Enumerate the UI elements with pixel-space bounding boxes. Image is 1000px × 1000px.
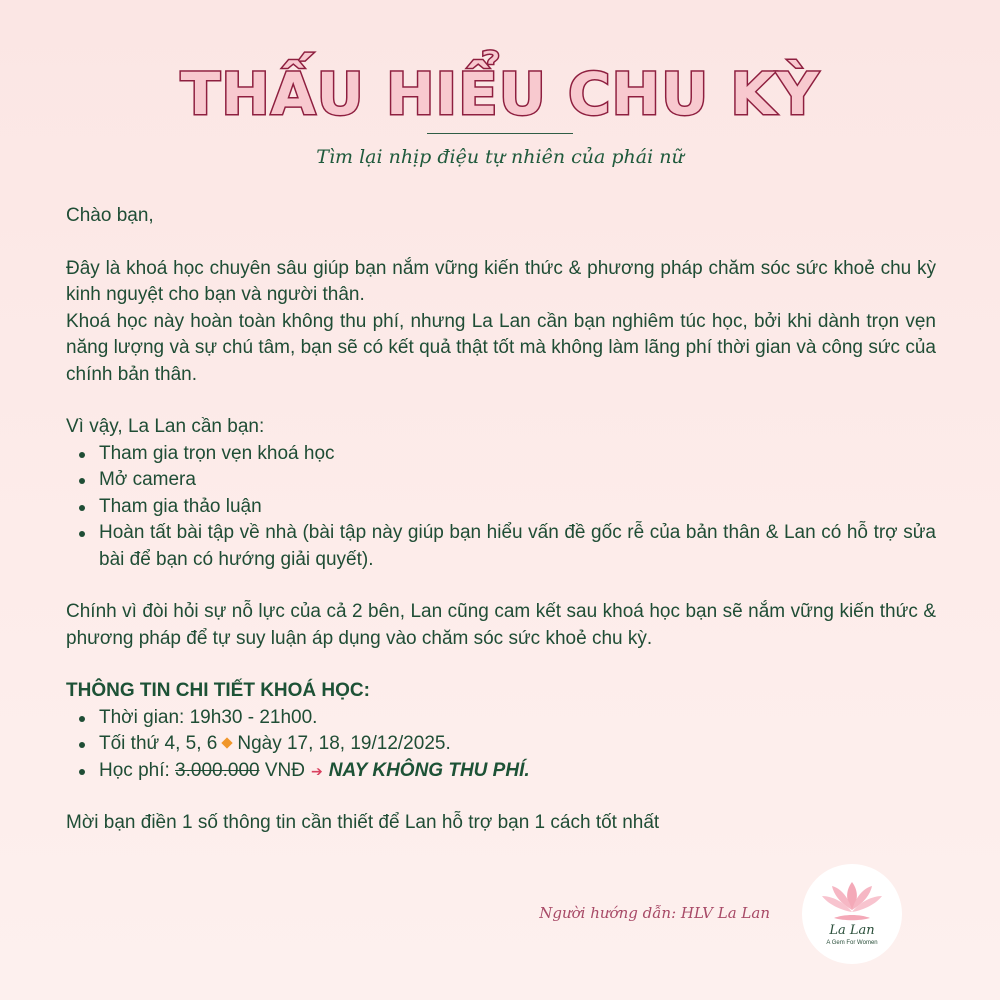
closing-line: Mời bạn điền 1 số thông tin cần thiết để Lan hỗ trợ bạn 1 cách tốt nhất — [66, 812, 660, 833]
detail-schedule: Tối thứ 4, 5, 6 Ngày 17, 18, 19/12/2025. — [66, 731, 936, 758]
details-heading: THÔNG TIN CHI TIẾT KHOÁ HỌC: — [66, 680, 370, 701]
bullet-icon — [79, 505, 85, 511]
intro-paragraph-1: Đây là khoá học chuyên sâu giúp bạn nắm vững kiến thức & phương pháp chăm sóc sức khoẻ chu kỳ kinh nguyệt cho bạn và người thân. — [66, 257, 936, 305]
bullet-icon — [79, 452, 85, 458]
details-list — [66, 705, 936, 785]
page-subtitle: Tìm lại nhịp điệu tự nhiên của phái nữ — [316, 146, 684, 168]
instructor-signature: Người hướng dẫn: HLV La Lan — [539, 904, 770, 922]
requirements-intro: Vì vậy, La Lan cần bạn: — [66, 416, 265, 437]
letter-body — [66, 203, 936, 837]
lotus-flower-icon — [820, 878, 884, 924]
bullet-icon — [79, 531, 85, 537]
old-price: 3.000.000 — [175, 759, 260, 781]
brand-logo — [802, 864, 902, 964]
bullet-icon — [79, 478, 85, 484]
list-item: Tham gia thảo luận — [66, 494, 936, 521]
list-item: Tham gia trọn vẹn khoá học — [66, 441, 936, 468]
free-label: NAY KHÔNG THU PHÍ. — [328, 759, 530, 781]
diamond-icon — [222, 737, 233, 748]
bullet-icon — [79, 769, 85, 775]
logo-name: La Lan — [829, 923, 875, 938]
logo-tagline: A Gem For Women — [826, 940, 878, 946]
arrow-right-icon: ➔ — [310, 762, 323, 779]
bullet-icon — [79, 716, 85, 722]
detail-fee: Học phí: 3.000.000 VNĐ ➔ NAY KHÔNG THU PHÍ. — [66, 758, 936, 785]
commitment-paragraph: Chính vì đòi hỏi sự nỗ lực của cả 2 bên, Lan cũng cam kết sau khoá học bạn sẽ nắm vững kiến thức & phương pháp để tự suy luận áp dụng vào chăm sóc sức khoẻ chu kỳ. — [66, 601, 936, 649]
greeting: Chào bạn, — [66, 205, 154, 226]
title-divider — [427, 133, 573, 134]
page-title: THẤU HIỂU CHU KỲ — [180, 60, 820, 128]
intro-paragraph-2: Khoá học này hoàn toàn không thu phí, nhưng La Lan cần bạn nghiêm túc học, bởi khi dành trọn vẹn năng lượng và sự chú tâm, bạn sẽ có kết quả thật tốt mà không làm lãng phí thời gian và công sức của chính bản thân. — [66, 310, 936, 385]
detail-time: Thời gian: 19h30 - 21h00. — [66, 705, 936, 732]
list-item: Mở camera — [66, 467, 936, 494]
bullet-icon — [79, 742, 85, 748]
requirements-list — [66, 441, 936, 574]
list-item: Hoàn tất bài tập về nhà (bài tập này giúp bạn hiểu vấn đề gốc rễ của bản thân & Lan có hỗ trợ sửa bài để bạn có hướng giải quyết). — [66, 520, 936, 573]
